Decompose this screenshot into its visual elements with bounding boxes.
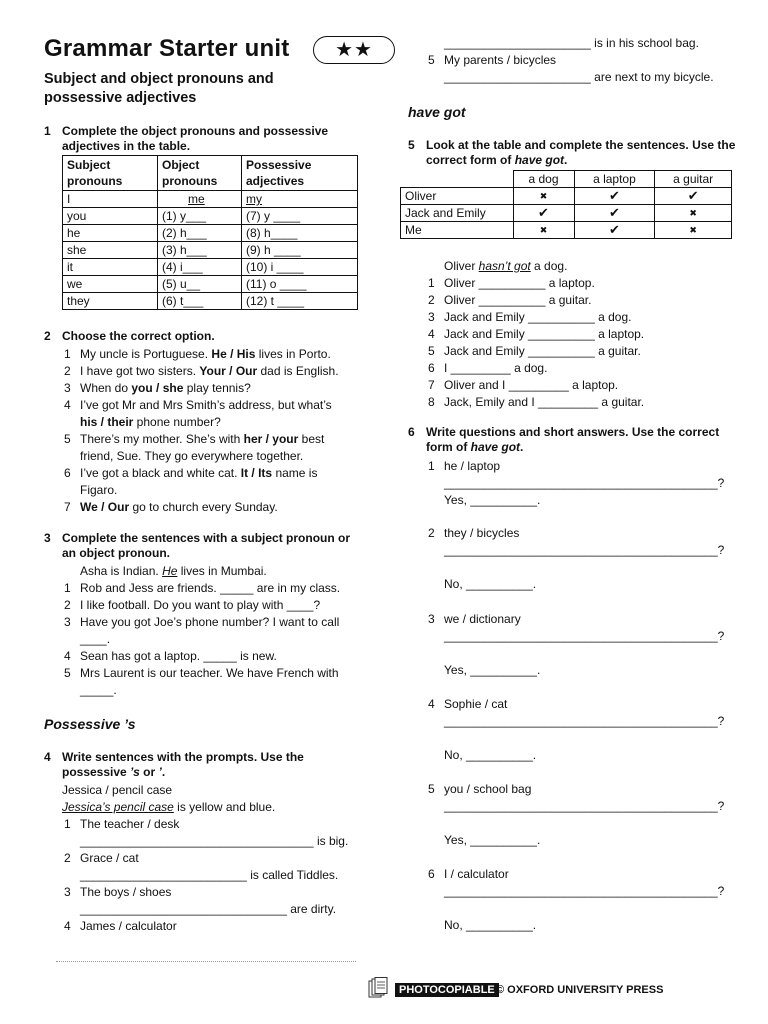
answer-line[interactable]: ___________________________________ is big. [80, 834, 349, 848]
table-cell: my [242, 191, 358, 208]
table-row [401, 205, 732, 222]
row-label: Jack and Emily [401, 205, 514, 222]
cross-icon: ✖ [655, 222, 732, 239]
list-item: 3 Jack and Emily __________ a dog. [428, 310, 632, 324]
question-line[interactable]: _________________________________________? [444, 543, 725, 557]
choice-option[interactable]: He / His [211, 347, 256, 361]
list-item: 2 I like football. Do you want to play with ____? [64, 598, 321, 612]
cross-icon: ✖ [655, 205, 732, 222]
ex4-example-prompt: Jessica / pencil case [62, 783, 173, 797]
table-cell[interactable]: (9) h ____ [242, 242, 358, 259]
ex3-instruction: 3 Complete the sentences with a subject pronoun or an object pronoun. [44, 531, 351, 560]
list-item: 3 The boys / shoes [64, 885, 172, 899]
table-row [63, 242, 358, 259]
list-item: Figaro. [80, 483, 118, 497]
list-item: 4 Jack and Emily __________ a laptop. [428, 327, 645, 341]
list-item: 5 Mrs Laurent is our teacher. We have French with [64, 666, 339, 680]
list-item: 8 Jack, Emily and I _________ a guitar. [428, 395, 645, 409]
question-prompt: 2 they / bicycles [428, 526, 520, 540]
table-cell[interactable]: (6) t___ [158, 293, 242, 310]
list-item: 5 Jack and Emily __________ a guitar. [428, 344, 641, 358]
question-line[interactable]: _________________________________________? [444, 884, 725, 898]
table-cell: he [63, 225, 158, 242]
pronoun-table [62, 155, 358, 310]
short-answer[interactable]: Yes, __________. [444, 663, 541, 677]
short-answer[interactable]: No, __________. [444, 748, 537, 762]
table-cell[interactable]: (10) i ____ [242, 259, 358, 276]
photocopiable-badge: PHOTOCOPIABLE [395, 983, 499, 997]
photocopy-icon [368, 977, 388, 1001]
short-answer[interactable]: Yes, __________. [444, 833, 541, 847]
publisher-credit: © OXFORD UNIVERSITY PRESS [496, 984, 664, 996]
table-row [63, 293, 358, 310]
table-cell[interactable]: (4) i___ [158, 259, 242, 276]
list-item: friend, Sue. They go everywhere together. [80, 449, 304, 463]
list-item: 6 I _________ a dog. [428, 361, 548, 375]
table-cell: they [63, 293, 158, 310]
question-prompt: 5 you / school bag [428, 782, 532, 796]
list-item: 3 When do you / she play tennis? [64, 381, 251, 395]
tick-icon: ✔ [655, 188, 732, 205]
choice-option[interactable]: his / their [80, 415, 134, 429]
list-item: 4 I’ve got Mr and Mrs Smith’s address, but what’s [64, 398, 332, 412]
choice-option[interactable]: you / she [131, 381, 184, 395]
list-item: 4 James / calculator [64, 919, 177, 933]
list-item: 5 There’s my mother. She’s with her / your best [64, 432, 325, 446]
list-item: 2 I have got two sisters. Your / Our dad is English. [64, 364, 339, 378]
choice-option[interactable]: Your / Our [199, 364, 258, 378]
question-prompt: 3 we / dictionary [428, 612, 521, 626]
tick-icon: ✔ [574, 222, 655, 239]
table-cell[interactable]: (8) h____ [242, 225, 358, 242]
list-item: 1 The teacher / desk [64, 817, 180, 831]
tick-icon: ✔ [574, 188, 655, 205]
ex4-item-5: 5 My parents / bicycles [428, 53, 557, 67]
table-cell: me [158, 191, 242, 208]
list-item: 2 Oliver __________ a guitar. [428, 293, 592, 307]
page-cut-line [56, 961, 356, 962]
table-row [63, 259, 358, 276]
table-row [401, 188, 732, 205]
list-item: ____. [80, 632, 111, 646]
question-line[interactable]: _________________________________________? [444, 476, 725, 490]
ex4-example-answer: Jessica’s pencil case is yellow and blue. [62, 800, 276, 814]
ex1-instruction: 1 Complete the object pronouns and possessive adjectives in the table. [44, 124, 329, 153]
possessive-heading: Possessive ’s [44, 716, 136, 732]
ex3-example: Asha is Indian. He lives in Mumbai. [80, 564, 267, 578]
question-prompt: 6 I / calculator [428, 867, 509, 881]
table-cell: I [63, 191, 158, 208]
section-subtitle: Subject and object pronouns and possessive adjectives [44, 71, 274, 106]
have-got-heading: have got [408, 104, 466, 120]
table-header: a dog [513, 171, 574, 188]
difficulty-stars: ★★ [313, 36, 395, 64]
table-cell[interactable]: (11) o ____ [242, 276, 358, 293]
table-cell[interactable]: (2) h___ [158, 225, 242, 242]
table-header: Subject pronouns [63, 156, 158, 191]
ex5-example: Oliver hasn’t got a dog. [444, 259, 568, 273]
table-header: a guitar [655, 171, 732, 188]
short-answer[interactable]: No, __________. [444, 577, 537, 591]
question-line[interactable]: _________________________________________? [444, 799, 725, 813]
list-item: _____. [80, 683, 117, 697]
page-title: Grammar Starter unit [44, 35, 290, 62]
choice-option[interactable]: her / your [243, 432, 299, 446]
ex4-continued-line: ______________________ is in his school bag. [444, 36, 699, 50]
answer-line[interactable]: _______________________________ are dirty. [80, 902, 337, 916]
ex4-instruction: 4 Write sentences with the prompts. Use the possessive ’s or ’. [44, 750, 304, 779]
table-row [401, 222, 732, 239]
list-item: 2 Grace / cat [64, 851, 139, 865]
table-row [63, 191, 358, 208]
answer-line[interactable]: _________________________ is called Tiddles. [80, 868, 339, 882]
question-prompt: 4 Sophie / cat [428, 697, 508, 711]
row-label: Oliver [401, 188, 514, 205]
question-line[interactable]: _________________________________________? [444, 714, 725, 728]
ex6-instruction: 6 Write questions and short answers. Use the correct form of have got. [408, 425, 720, 454]
table-cell[interactable]: (3) h___ [158, 242, 242, 259]
short-answer[interactable]: Yes, __________. [444, 493, 541, 507]
table-row [63, 208, 358, 225]
list-item: 6 I’ve got a black and white cat. It / Its name is [64, 466, 318, 480]
ex2-instruction: 2 Choose the correct option. [44, 329, 215, 343]
table-cell[interactable]: (5) u__ [158, 276, 242, 293]
table-header: Object pronouns [158, 156, 242, 191]
table-cell: she [63, 242, 158, 259]
list-item: his / their phone number? [80, 415, 221, 429]
list-item: 4 Sean has got a laptop. _____ is new. [64, 649, 277, 663]
table-header: Possessive adjectives [242, 156, 358, 191]
choice-option[interactable]: It / Its [240, 466, 273, 480]
list-item: 7 We / Our go to church every Sunday. [64, 500, 278, 514]
tick-icon: ✔ [574, 205, 655, 222]
table-cell: it [63, 259, 158, 276]
list-item: 7 Oliver and I _________ a laptop. [428, 378, 619, 392]
list-item: 1 Rob and Jess are friends. _____ are in my class. [64, 581, 341, 595]
question-line[interactable]: _________________________________________? [444, 629, 725, 643]
table-cell[interactable]: (7) y ____ [242, 208, 358, 225]
table-cell[interactable]: (1) y___ [158, 208, 242, 225]
cross-icon: ✖ [513, 188, 574, 205]
table-cell[interactable]: (12) t ____ [242, 293, 358, 310]
row-label: Me [401, 222, 514, 239]
list-item: 1 My uncle is Portuguese. He / His lives in Porto. [64, 347, 331, 361]
table-cell: you [63, 208, 158, 225]
cross-icon: ✖ [513, 222, 574, 239]
short-answer[interactable]: No, __________. [444, 918, 537, 932]
have-got-table [400, 170, 732, 239]
ex1-number: 1 [44, 124, 51, 138]
table-header: a laptop [574, 171, 655, 188]
question-prompt: 1 he / laptop [428, 459, 501, 473]
ex4-item-5-answer: ______________________ are next to my bicycle. [444, 70, 714, 84]
ex5-instruction: 5 Look at the table and complete the sentences. Use the correct form of have got. [408, 138, 736, 167]
table-cell: we [63, 276, 158, 293]
choice-option[interactable]: We / Our [80, 500, 130, 514]
table-row [63, 225, 358, 242]
tick-icon: ✔ [513, 205, 574, 222]
list-item: 3 Have you got Joe’s phone number? I want to call [64, 615, 340, 629]
list-item: 1 Oliver __________ a laptop. [428, 276, 595, 290]
table-row [63, 276, 358, 293]
